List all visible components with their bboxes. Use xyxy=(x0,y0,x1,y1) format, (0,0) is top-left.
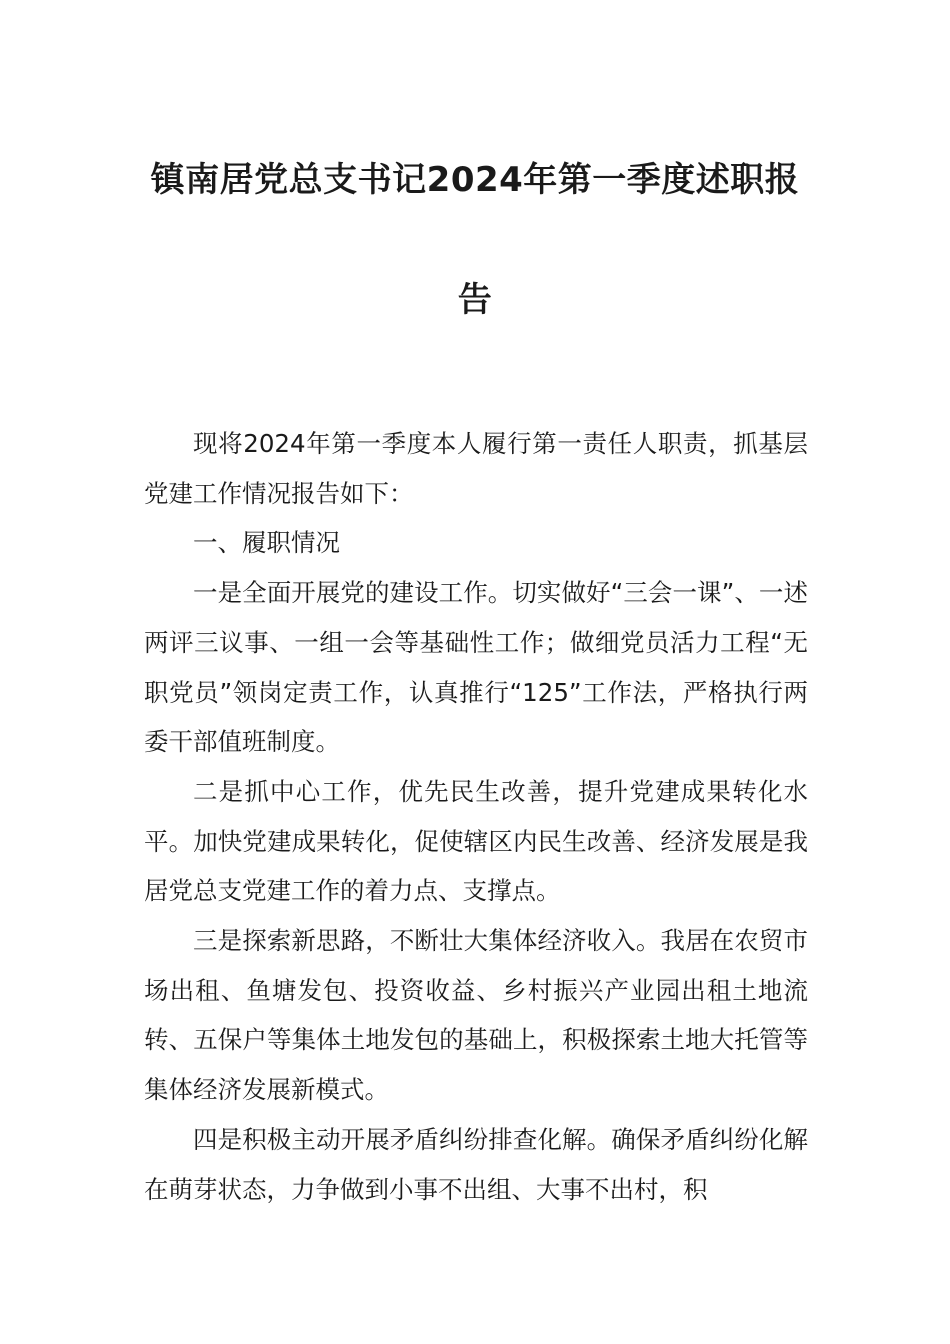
paragraph-1: 一是全面开展党的建设工作。切实做好“三会一课”、一述两评三议事、一组一会等基础性工作；做细党员活力工程“无职党员”领岗定责工作，认真推行“125”工作法，严格执行两委干部值班制度。 xyxy=(144,578,808,757)
section-heading: 一、履职情况 xyxy=(193,528,340,558)
paragraph-intro: 现将2024年第一季度本人履行第一责任人职责，抓基层党建工作情况报告如下： xyxy=(144,429,808,508)
paragraph-2: 二是抓中心工作，优先民生改善，提升党建成果转化水平。加快党建成果转化，促使辖区内民生改善、经济发展是我居党总支党建工作的着力点、支撑点。 xyxy=(144,776,808,906)
document-title-line-2: 告 xyxy=(457,280,493,320)
paragraph-4: 四是积极主动开展矛盾纠纷排查化解。确保矛盾纠纷化解在萌芽状态，力争做到小事不出组、大事不出村，积 xyxy=(144,1124,808,1204)
paragraph-3: 三是探索新思路，不断壮大集体经济收入。我居在农贸市场出租、鱼塘发包、投资收益、乡村振兴产业园出租土地流转、五保户等集体土地发包的基础上，积极探索土地大托管等集体经济发展新模式。 xyxy=(144,926,808,1105)
document-title-line-1: 镇南居党总支书记2024年第一季度述职报 xyxy=(150,160,800,200)
document-body xyxy=(144,419,808,1214)
